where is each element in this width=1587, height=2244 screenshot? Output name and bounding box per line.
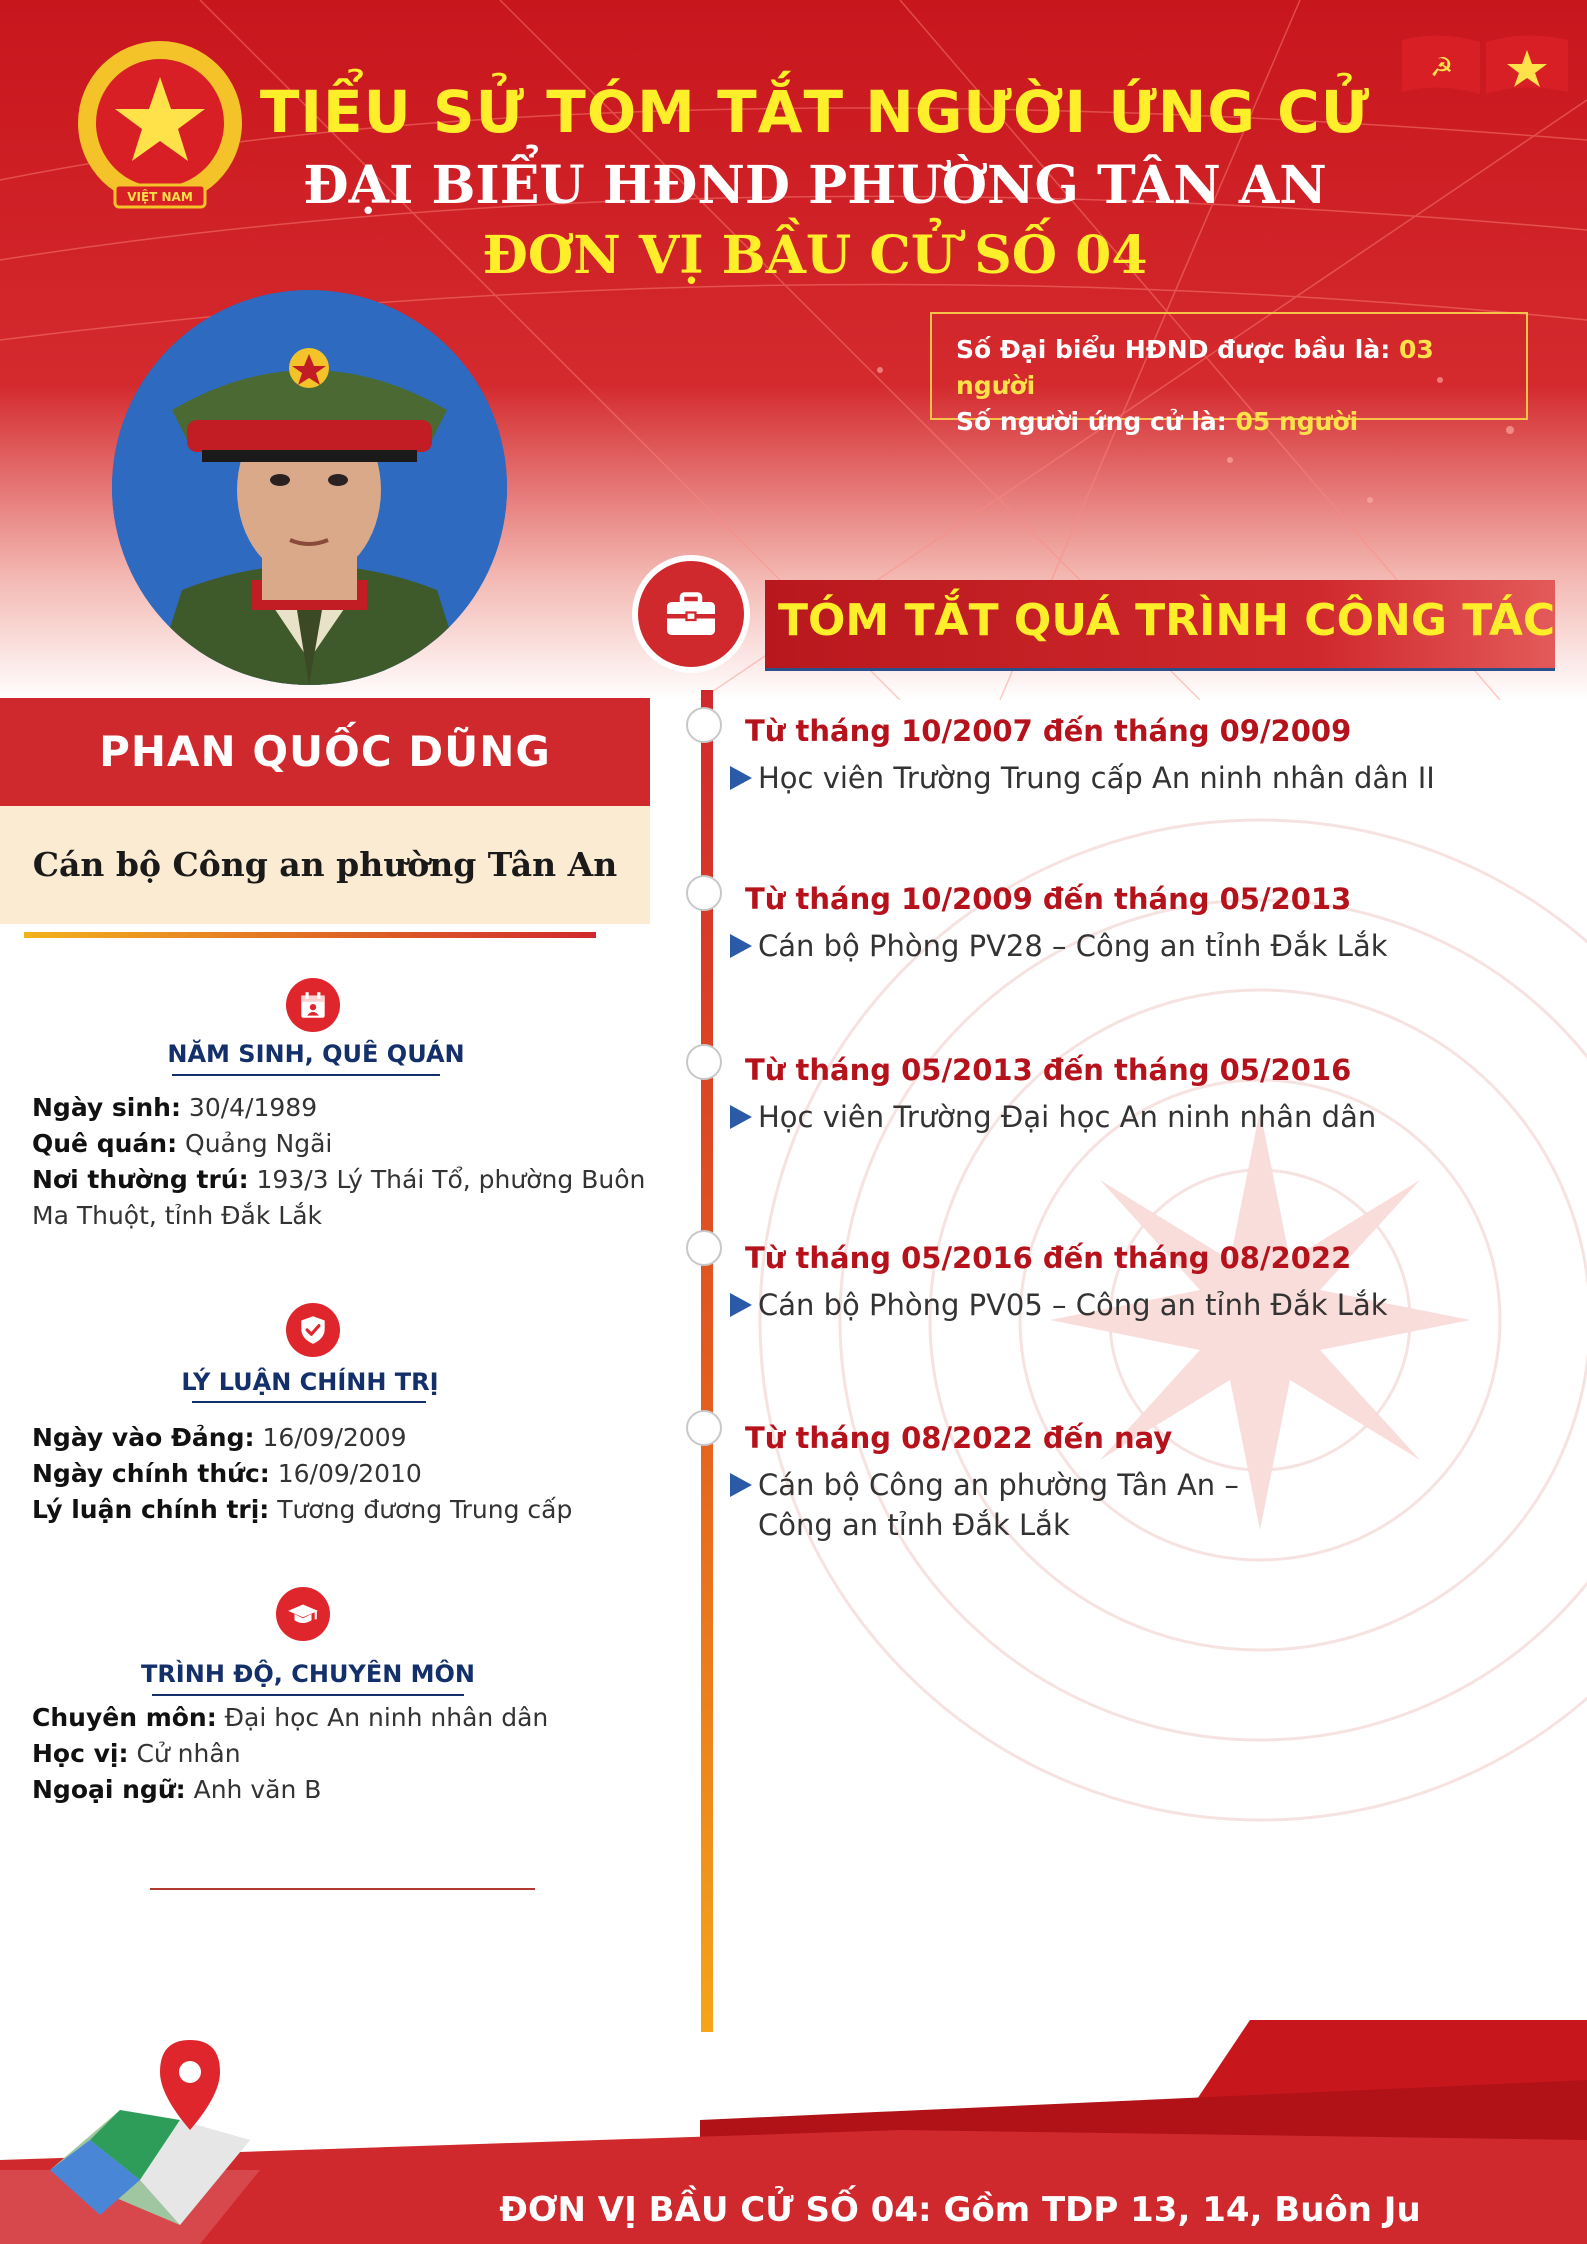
timeline-period: Từ tháng 08/2022 đến nay [745,1421,1173,1455]
left-column-end-rule [150,1888,535,1890]
title-line-3: ĐƠN VỊ BẦU CỬ SỐ 04 [482,225,1148,286]
timeline-dot [686,1410,722,1446]
arrow-icon [730,1293,752,1317]
timeline-desc: Học viên Trường Đại học An ninh nhân dân [730,1097,1578,1137]
candidate-role: Cán bộ Công an phường Tân An [0,806,650,924]
national-emblem [70,35,250,225]
candidates-label: Số người ứng cử là: [956,407,1227,436]
timeline-title: TÓM TẮT QUÁ TRÌNH CÔNG TÁC [778,595,1556,646]
education-info [32,1700,662,1808]
politics-section-title: LÝ LUẬN CHÍNH TRỊ [181,1368,439,1396]
timeline-desc: Học viên Trường Trung cấp An ninh nhân dân II [730,758,1578,798]
candidate-photo [112,290,507,685]
hometown-row: Quê quán: Quảng Ngãi [32,1129,333,1158]
party-official-row: Ngày chính thức: 16/09/2010 [32,1459,422,1488]
birth-section-title: NĂM SINH, QUÊ QUÁN [167,1040,465,1068]
timeline-dot [686,707,722,743]
timeline-dot [686,875,722,911]
svg-text:☭: ☭ [1430,53,1454,83]
birth-title-rule [172,1074,440,1076]
arrow-icon [730,1473,752,1497]
candidates-stat [956,404,1502,440]
shield-check-icon [286,1303,340,1357]
delegates-stat [956,332,1502,404]
timeline-dot [686,1044,722,1080]
footer-text: ĐƠN VỊ BẦU CỬ SỐ 04: Gồm TDP 13, 14, Buôn Ju [499,2190,1421,2230]
birth-date-row: Ngày sinh: 30/4/1989 [32,1093,318,1122]
degree-row: Học vị: Cử nhân [32,1739,241,1768]
delegates-value: 03 người [956,335,1434,400]
political-theory-row: Lý luận chính trị: Tương đương Trung cấp [32,1495,573,1524]
candidate-name: PHAN QUỐC DŨNG [0,698,650,806]
svg-text:VIỆT NAM: VIỆT NAM [127,190,193,204]
specialty-row: Chuyên môn: Đại học An ninh nhân dân [32,1703,549,1732]
timeline-desc: Cán bộ Phòng PV05 – Công an tỉnh Đắk Lắk [730,1285,1578,1325]
language-row: Ngoại ngữ: Anh văn B [32,1775,322,1804]
education-title-rule [152,1694,464,1696]
timeline-period: Từ tháng 10/2007 đến tháng 09/2009 [745,714,1352,748]
role-underline [24,932,596,938]
timeline-dot [686,1230,722,1266]
residence-row: Nơi thường trú: 193/3 Lý Thái Tổ, phường Buôn Ma Thuột, tỉnh Đắk Lắk [32,1165,646,1230]
arrow-icon [730,766,752,790]
timeline-desc: Cán bộ Công an phường Tân An – Công an tỉnh Đắk Lắk [730,1465,1578,1545]
birth-info [32,1090,662,1234]
candidates-value: 05 người [1235,407,1359,436]
delegates-label: Số Đại biểu HĐND được bầu là: [956,335,1391,364]
politics-title-rule [192,1401,426,1403]
title-line-2: ĐẠI BIỂU HĐND PHƯỜNG TÂN AN [303,155,1327,216]
calendar-person-icon [286,978,340,1032]
arrow-icon [730,934,752,958]
education-section-title: TRÌNH ĐỘ, CHUYÊN MÔN [140,1660,476,1688]
stats-box [930,312,1528,436]
graduation-cap-icon [276,1587,330,1641]
timeline-period: Từ tháng 05/2013 đến tháng 05/2016 [745,1053,1352,1087]
party-join-row: Ngày vào Đảng: 16/09/2009 [32,1423,407,1452]
map-pin-icon [30,2030,270,2230]
timeline-period: Từ tháng 05/2016 đến tháng 08/2022 [745,1241,1352,1275]
timeline-desc: Cán bộ Phòng PV28 – Công an tỉnh Đắk Lắk [730,926,1578,966]
politics-info [32,1420,662,1528]
flags-decoration [1400,28,1570,98]
briefcase-icon [632,555,750,673]
arrow-icon [730,1105,752,1129]
timeline-period: Từ tháng 10/2009 đến tháng 05/2013 [745,882,1352,916]
title-line-1: TIỂU SỬ TÓM TẮT NGƯỜI ỨNG CỬ [259,78,1371,146]
